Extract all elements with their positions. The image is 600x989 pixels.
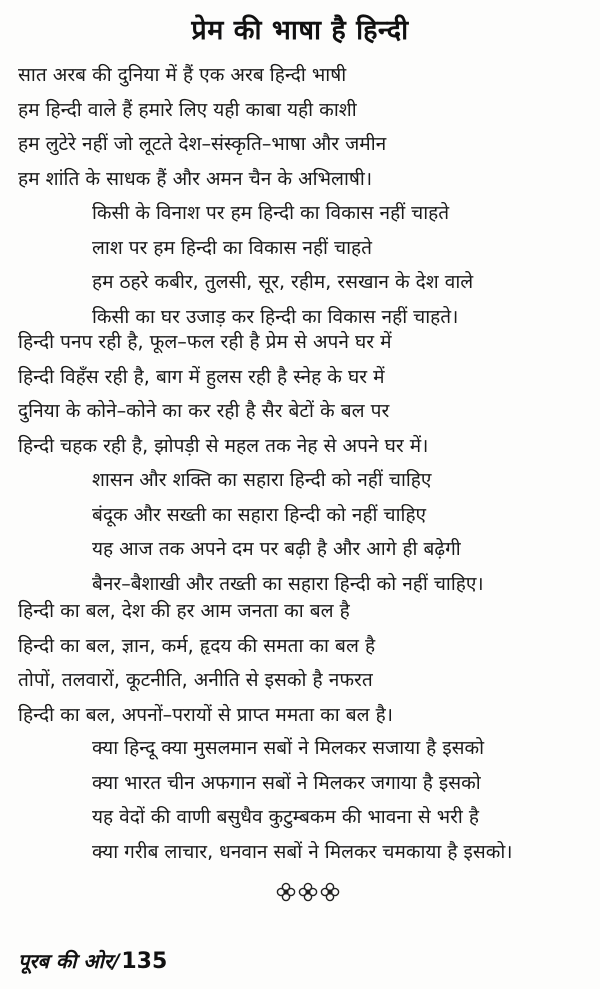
poem-line: हम ठहरे कबीर, तुलसी, सूर, रहीम, रसखान के देश वाले — [92, 271, 474, 294]
poem-line: यह आज तक अपने दम पर बढ़ी है और आगे ही बढ़ेगी — [92, 538, 461, 561]
poem-title: प्रेम की भाषा है हिन्दी — [191, 15, 409, 46]
poem-line: बैनर–बैशाखी और तख्ती का सहारा हिन्दी को नहीं चाहिए। — [92, 572, 484, 595]
poem-line: हम लुटेरे नहीं जो लूटते देश–संस्कृति–भाषा और जमीन — [18, 132, 387, 156]
poem-line: क्या भारत चीन अफगान सबों ने मिलकर जगाया है इसको — [92, 771, 481, 794]
poem-line: शासन और शक्ति का सहारा हिन्दी को नहीं चाहिए — [92, 469, 432, 491]
poem-line: क्या हिन्दू क्या मुसलमान सबों ने मिलकर सजाया है इसको — [92, 737, 485, 759]
poem-line: यह वेदों की वाणी बसुधैव कुटुम्बकम की भावना से भरी है — [92, 806, 479, 829]
poem-line: लाश पर हम हिन्दी का विकास नहीं चाहते — [92, 236, 372, 259]
poem-line: क्या गरीब लाचार, धनवान सबों ने मिलकर चमकाया है इसको। — [92, 840, 513, 863]
poem-line: हिन्दी का बल, देश की हर आम जनता का बल है — [18, 599, 350, 622]
poem-line: सात अरब की दुनिया में हैं एक अरब हिन्दी भाषी — [18, 63, 347, 86]
poem-line: हम हिन्दी वाले हैं हमारे लिए यही काबा यही काशी — [18, 97, 357, 121]
poem-line: हिन्दी विहँस रही है, बाग में हुलस रही है स्नेह के घर में — [18, 364, 385, 388]
stanza-3 — [0, 325, 600, 463]
poem-line: दुनिया के कोने–कोने का कर रही है सैर बेटों के बल पर — [18, 399, 390, 423]
stanza-5 — [0, 594, 600, 732]
poem-line: हिन्दी चहक रही है, झोपड़ी से महल तक नेह से अपने घर में। — [18, 433, 429, 457]
poem-line: किसी का घर उजाड़ कर हिन्दी का विकास नहीं चाहते। — [92, 305, 459, 328]
poem-line: हम शांति के साधक हैं और अमन चैन के अभिलाषी। — [18, 166, 373, 190]
poem-line: हिन्दी का बल, ज्ञान, कर्म, हृदय की समता का बल है — [18, 633, 376, 657]
stanza-4 — [0, 463, 600, 601]
poem-line: हिन्दी पनप रही है, फूल–फल रही है प्रेम से अपने घर में — [18, 330, 392, 353]
flower-ornament-icon — [275, 880, 341, 904]
poem-line: तोपों, तलवारों, कूटनीति, अनीति से इसको है नफरत — [18, 668, 373, 692]
poem-line: हिन्दी का बल, अपनों–परायों से प्राप्त ममता का बल है। — [18, 702, 394, 726]
stanza-6 — [0, 731, 600, 869]
page-footer — [18, 947, 167, 974]
stanza-1 — [0, 58, 600, 196]
poem-line: बंदूक और सख्ती का सहारा हिन्दी को नहीं चाहिए — [92, 503, 427, 526]
poem-line: किसी के विनाश पर हम हिन्दी का विकास नहीं चाहते — [92, 202, 450, 224]
page-number: 135 — [121, 949, 168, 974]
stanza-2 — [0, 196, 600, 334]
book-title: पूरब की ओर/ — [18, 949, 120, 973]
